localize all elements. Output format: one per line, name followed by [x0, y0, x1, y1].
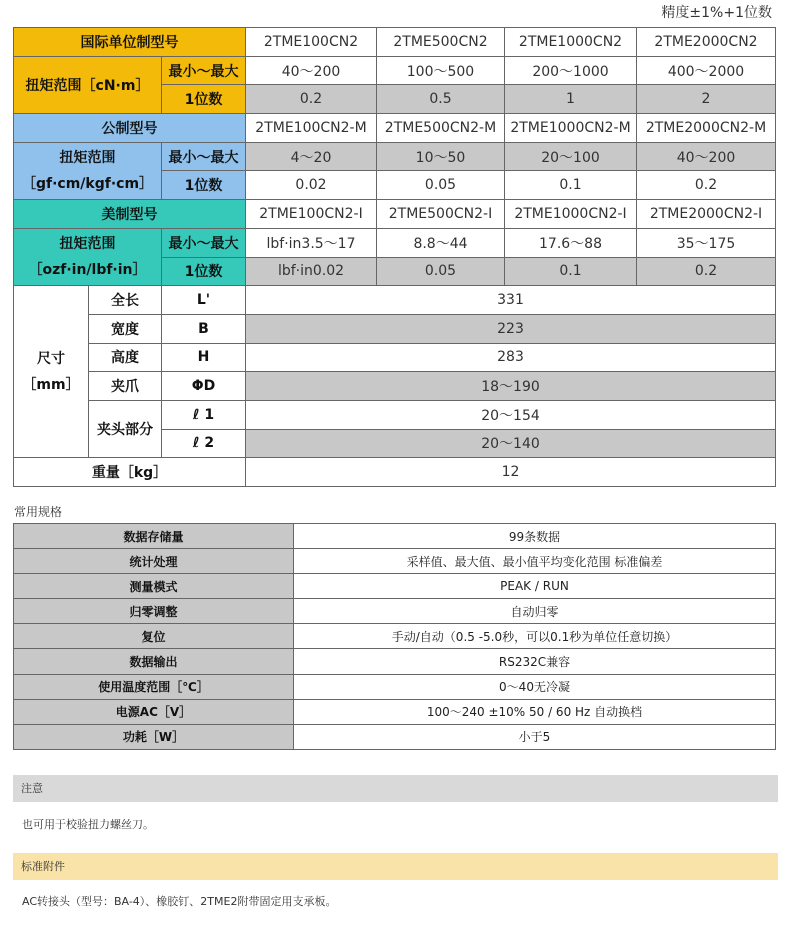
metric-model-3: 2TME1000CN2-M	[505, 114, 637, 143]
spec-key: 数据存储量	[14, 524, 294, 549]
table-row	[14, 624, 776, 649]
table-row	[14, 699, 776, 724]
metric-unit-1: 0.02	[246, 171, 377, 200]
spec-value: 100～240 ±10% 50 / 60 Hz 自动换档	[294, 699, 776, 724]
dim-value: 283	[246, 343, 776, 372]
table-row	[14, 524, 776, 549]
us-range-label	[14, 228, 162, 285]
spec-key: 复位	[14, 624, 294, 649]
us-minmax-label: 最小～最大	[162, 228, 246, 257]
si-range-4: 400～2000	[637, 56, 776, 85]
si-unit-3: 1	[505, 85, 637, 114]
si-model-4: 2TME2000CN2	[637, 28, 776, 57]
metric-range-label	[14, 142, 162, 199]
dimensions-label-2: ［mm］	[22, 376, 80, 393]
si-minmax-label: 最小～最大	[162, 56, 246, 85]
dim-name: 高度	[89, 343, 162, 372]
dimensions-label	[14, 286, 89, 458]
us-unit-3: 0.1	[505, 257, 637, 286]
metric-unit-4: 0.2	[637, 171, 776, 200]
us-unit-1: lbf·in0.02	[246, 257, 377, 286]
spec-value: 手动/自动（0.5 -5.0秒，可以0.1秒为单位任意切换）	[294, 624, 776, 649]
dim-name: 宽度	[89, 314, 162, 343]
spec-table	[13, 27, 776, 487]
spec-value: 自动归零	[294, 599, 776, 624]
metric-unit-label: 1位数	[162, 171, 246, 200]
si-range-3: 200～1000	[505, 56, 637, 85]
spec-key: 数据输出	[14, 649, 294, 674]
metric-unit-3: 0.1	[505, 171, 637, 200]
metric-range-label-1: 扭矩范围	[59, 149, 116, 166]
table-row	[14, 599, 776, 624]
dim-value: 223	[246, 314, 776, 343]
metric-header: 公制型号	[14, 114, 246, 143]
metric-range-2: 10～50	[377, 142, 505, 171]
us-model-1: 2TME100CN2-I	[246, 200, 377, 229]
us-unit-4: 0.2	[637, 257, 776, 286]
dim-name: 夹爪	[89, 372, 162, 401]
us-range-2: 8.8～44	[377, 228, 505, 257]
common-spec-table	[13, 523, 776, 750]
metric-range-3: 20～100	[505, 142, 637, 171]
dim-name: 全长	[89, 286, 162, 315]
metric-model-1: 2TME100CN2-M	[246, 114, 377, 143]
table-row	[14, 649, 776, 674]
notice-header: 注意	[13, 775, 778, 802]
us-range-1: lbf·in3.5～17	[246, 228, 377, 257]
si-range-1: 40～200	[246, 56, 377, 85]
table-row	[14, 549, 776, 574]
dim-symbol: ℓ 1	[162, 400, 246, 429]
metric-minmax-label: 最小～最大	[162, 142, 246, 171]
si-model-3: 2TME1000CN2	[505, 28, 637, 57]
metric-unit-2: 0.05	[377, 171, 505, 200]
spec-value: 采样值、最大值、最小值平均变化范围 标准偏差	[294, 549, 776, 574]
dim-symbol: L'	[162, 286, 246, 315]
si-unit-1: 0.2	[246, 85, 377, 114]
si-unit-2: 0.5	[377, 85, 505, 114]
table-row	[14, 574, 776, 599]
spec-value: 小于5	[294, 724, 776, 749]
metric-range-label-2: ［gf·cm/kgf·cm］	[21, 175, 154, 192]
dimensions-label-1: 尺寸	[37, 350, 65, 367]
table-row	[14, 724, 776, 749]
us-range-4: 35～175	[637, 228, 776, 257]
dim-symbol: ℓ 2	[162, 429, 246, 458]
spec-key: 统计处理	[14, 549, 294, 574]
spec-key: 功耗［W］	[14, 724, 294, 749]
metric-range-4: 40～200	[637, 142, 776, 171]
spec-key: 电源AC［V］	[14, 699, 294, 724]
accessories-text: AC转接头（型号：BA-4）、橡胶钉、2TME2附带固定用支承板。	[22, 895, 337, 908]
dim-value: 20～140	[246, 429, 776, 458]
notice-text: 也可用于校验扭力螺丝刀。	[22, 818, 154, 831]
common-spec-title: 常用规格	[14, 505, 63, 519]
si-range-2: 100～500	[377, 56, 505, 85]
si-model-1: 2TME100CN2	[246, 28, 377, 57]
us-model-2: 2TME500CN2-I	[377, 200, 505, 229]
spec-value: RS232C兼容	[294, 649, 776, 674]
us-model-3: 2TME1000CN2-I	[505, 200, 637, 229]
us-range-3: 17.6～88	[505, 228, 637, 257]
dim-symbol: B	[162, 314, 246, 343]
dim-symbol: H	[162, 343, 246, 372]
us-unit-label: 1位数	[162, 257, 246, 286]
si-header: 国际单位制型号	[14, 28, 246, 57]
us-range-label-1: 扭矩范围	[59, 236, 116, 252]
metric-range-1: 4～20	[246, 142, 377, 171]
metric-model-2: 2TME500CN2-M	[377, 114, 505, 143]
weight-label: 重量［kg］	[14, 458, 246, 487]
us-unit-2: 0.05	[377, 257, 505, 286]
spec-value: 0～40无冷凝	[294, 674, 776, 699]
us-header: 美制型号	[14, 200, 246, 229]
si-range-label: 扭矩范围［cN·m］	[14, 56, 162, 113]
weight-value: 12	[246, 458, 776, 487]
dim-value: 18～190	[246, 372, 776, 401]
dim-value: 20～154	[246, 400, 776, 429]
us-model-4: 2TME2000CN2-I	[637, 200, 776, 229]
table-row	[14, 674, 776, 699]
us-range-label-2: ［ozf·in/lbf·in］	[28, 262, 147, 278]
dim-value: 331	[246, 286, 776, 315]
chuck-label: 夹头部分	[89, 400, 162, 457]
spec-key: 测量模式	[14, 574, 294, 599]
dim-symbol: ΦD	[162, 372, 246, 401]
spec-value: 99条数据	[294, 524, 776, 549]
metric-model-4: 2TME2000CN2-M	[637, 114, 776, 143]
spec-key: 使用温度范围［℃］	[14, 674, 294, 699]
spec-key: 归零调整	[14, 599, 294, 624]
precision-note: 精度±1%+1位数	[661, 5, 772, 21]
si-model-2: 2TME500CN2	[377, 28, 505, 57]
spec-value: PEAK / RUN	[294, 574, 776, 599]
accessories-header: 标准附件	[13, 853, 778, 880]
si-unit-label: 1位数	[162, 85, 246, 114]
si-unit-4: 2	[637, 85, 776, 114]
